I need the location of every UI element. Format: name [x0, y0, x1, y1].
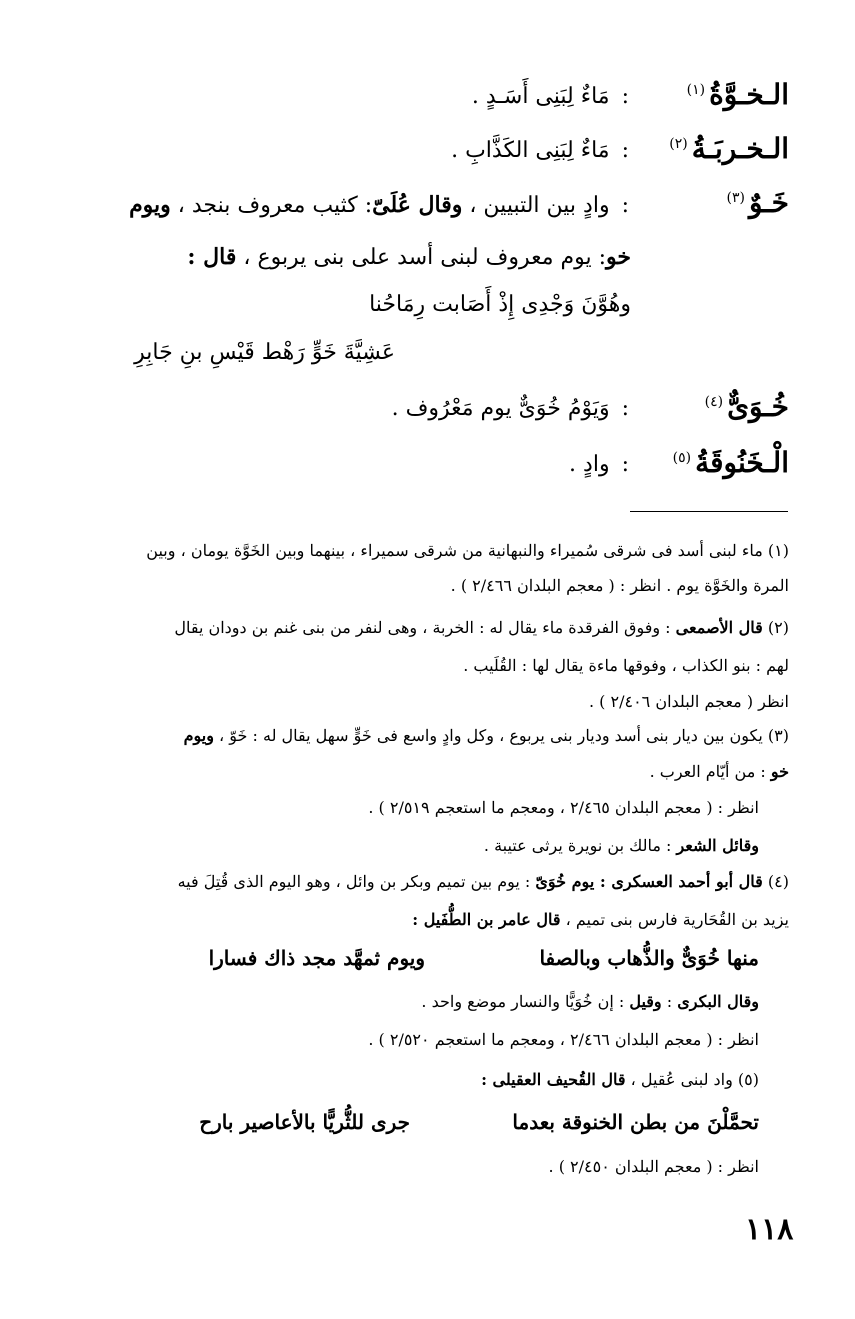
- footnote-5-verse-left: جرى للثُّريًّا بالأعاصير بارح: [199, 1110, 410, 1134]
- footnote-5-line-2: انظر : ( معجم البلدان ٢/٤٥٠ ) .: [548, 1157, 759, 1176]
- footnote-4-line-4: انظر : ( معجم البلدان ٢/٤٦٦ ، ومعجم ما استعجم ٢/٥٢٠ ) .: [368, 1030, 759, 1049]
- entry-lemma: الْـخَنُوقَةُ$^{(٥)}$: [672, 446, 789, 479]
- footnote-1-line-1: (١) ماء لبنى أسد فى شرقى سُميراء والنبهانية من شرقى سميراء ، بينهما وبين الخَوَّة يومان ، وبين: [146, 541, 789, 560]
- entry-lemma: الـخـربَـةُ$^{(٢)}$: [669, 132, 789, 165]
- entry-khaw: [60, 186, 789, 226]
- footnote-3-line-1: (٣) يكون بين ديار بنى أسد وديار بنى يربوع ، وكل وادٍ واسع فى خَوٍّ سهل يقال له : خَوّ ، ويوم: [183, 726, 789, 745]
- entry-khawwa: [60, 78, 789, 118]
- entry-text: :وادٍ بين التبيين ، وقال عُلَىّ: كثيب معروف بنجد ، ويوم: [129, 192, 629, 218]
- entry-text: :وادٍ .: [569, 452, 629, 477]
- footnote-4-line-3: وقال البكرى : وقيل : إن خُوَيًّا والنسار موضع واحد .: [421, 992, 759, 1011]
- footnote-4-verse-left: ويوم ثمهَّد مجد ذاك فسارا: [208, 946, 425, 970]
- poem-line-2: عَشِيَّةَ خَوٍّ رَهْط قَيْسِ بنِ جَابِرِ: [134, 340, 395, 365]
- entry-lemma: خَـوٌ$^{(٣)}$: [726, 186, 789, 219]
- footnote-3-line-4: وقائل الشعر : مالك بن نويرة يرثى عتيبة .: [483, 836, 759, 855]
- entry-khaw-continuation: خو: يوم معروف لبنى أسد على بنى يربوع ، قال :: [187, 244, 631, 270]
- footnote-4-line-1: (٤) قال أبو أحمد العسكرى : يوم خُوَىّ : يوم بين تميم وبكر بن وائل ، وهو اليوم الذى قُتِلَ فيه: [177, 872, 789, 891]
- footnote-5-line-1: (٥) واد لبنى عُقيل ، قال القُحيف العقيلى :: [481, 1070, 759, 1089]
- entry-text: :مَاءٌ لِبَنِى الكَذَّابِ .: [451, 138, 629, 163]
- footnote-2-line-2: لهم : بنو الكذاب ، وفوقها ماءة يقال لها : القُلَيب .: [463, 656, 789, 675]
- footnote-5-verse-right: تحمَّلْنَ من بطن الخنوقة بعدما: [512, 1110, 759, 1134]
- page-number: ١١٨: [745, 1212, 794, 1247]
- footnote-3-line-2: خو : من أيّام العرب .: [649, 762, 789, 781]
- poem-line-1: وهُوَّنَ وَجْدِى إِذْ أَصَابت رِمَاحُنا: [369, 292, 631, 317]
- footnote-3-line-3: انظر : ( معجم البلدان ٢/٤٦٥ ، ومعجم ما استعجم ٢/٥١٩ ) .: [368, 798, 759, 817]
- entry-khanuqa: [60, 446, 789, 486]
- entry-text: :مَاءٌ لِبَنِى أَسَـدٍ .: [471, 84, 629, 109]
- footnote-1-line-2: المرة والخَوَّة يوم . انظر : ( معجم البلدان ٢/٤٦٦ ) .: [450, 576, 789, 595]
- footnote-2-line-1: (٢) قال الأصمعى : وفوق الفرقدة ماء يقال له : الخربة ، وهى لنفر من بنى غنم بن دودان يقال: [174, 618, 789, 637]
- entry-kharba: [60, 132, 789, 172]
- footnote-4-line-2: يزيد بن القُحَارية فارس بنى تميم ، قال عامر بن الطُّفَيل :: [412, 910, 789, 929]
- entry-lemma: خُـوَىٌّ$^{(٤)}$: [704, 390, 789, 423]
- footnote-2-line-3: انظر ( معجم البلدان ٢/٤٠٦ ) .: [588, 692, 789, 711]
- footnote-4-verse-right: منها خُوَىٌّ والذُّهاب وبالصفا: [539, 946, 759, 970]
- footnote-divider: [630, 511, 788, 512]
- entry-text: :وَيَوْمُ خُوَىٌّ يوم مَعْرُوف .: [391, 396, 629, 421]
- entry-khuwayy: [60, 390, 789, 430]
- entry-lemma: الـخـوَّةُ$^{(١)}$: [686, 78, 789, 111]
